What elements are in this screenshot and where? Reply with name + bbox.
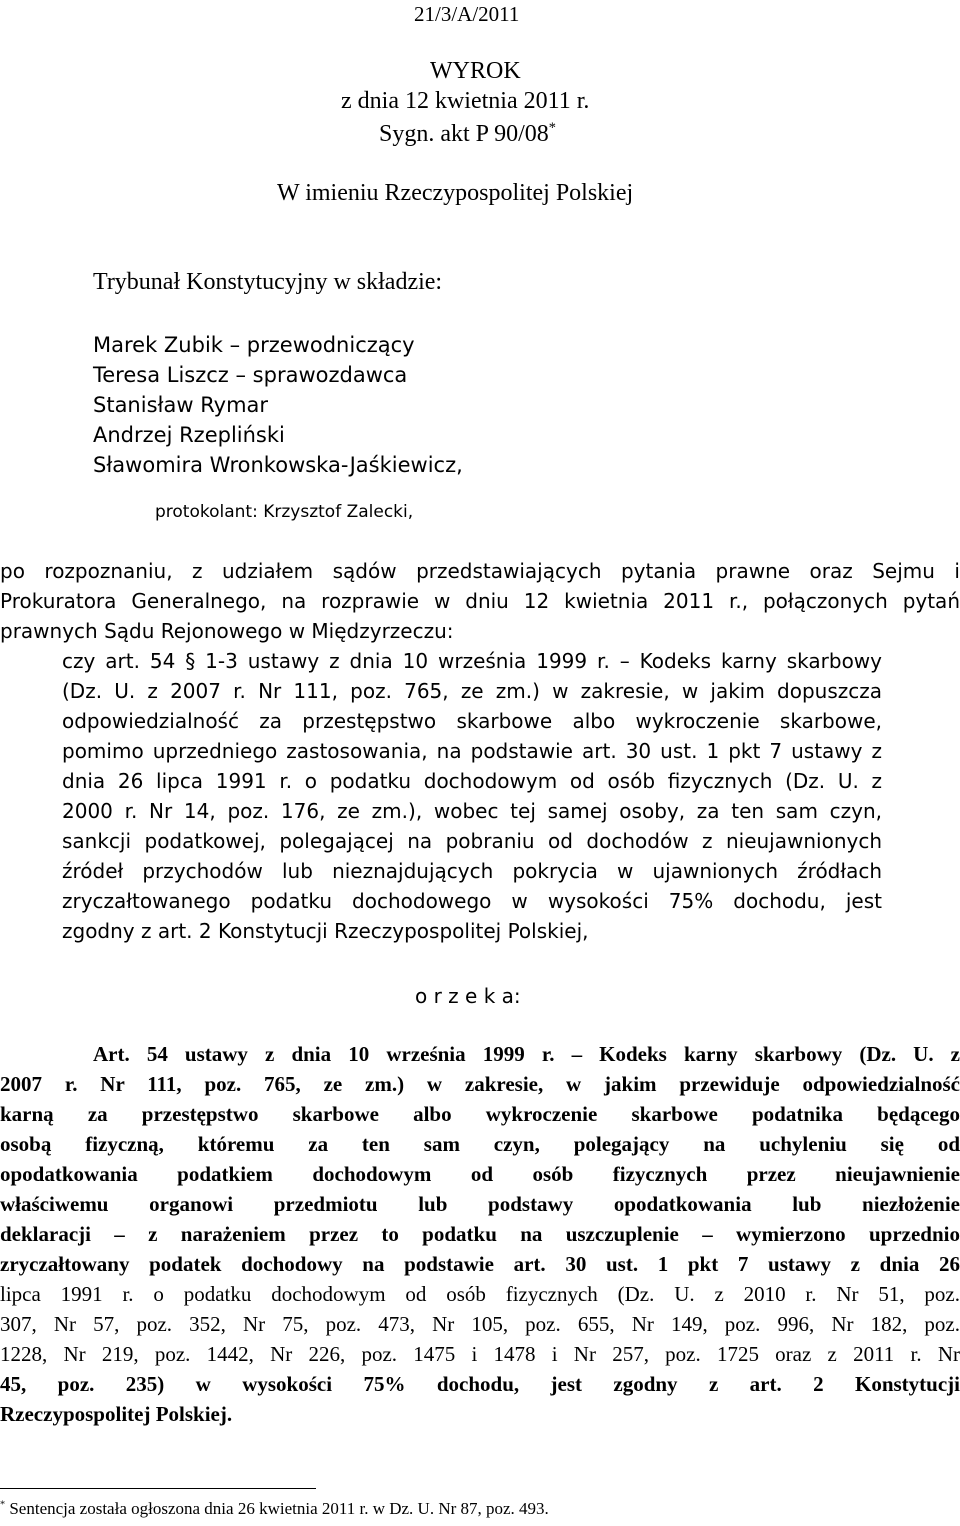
invocation: W imieniu Rzeczypospolitej Polskiej — [277, 180, 634, 206]
footnote-mark: * — [0, 1499, 6, 1511]
footnote-divider — [0, 1488, 316, 1489]
panel-member: Teresa Liszcz – sprawozdawca — [93, 363, 408, 387]
question-line: zryczałtowanego podatku dochodowego w wysokości 75% dochodu, jest — [62, 889, 882, 913]
question-line: zgodny z art. 2 Konstytucji Rzeczypospolitej Polskiej, — [62, 919, 589, 943]
footnote-text: Sentencja została ogłoszona dnia 26 kwietnia 2011 r. w Dz. U. Nr 87, poz. 493. — [9, 1499, 549, 1518]
question-line: (Dz. U. z 2007 r. Nr 111, poz. 765, ze zm.) w zakresie, w jakim dopuszcza — [62, 679, 882, 703]
ruling-line — [0, 1039, 960, 1069]
question-line: pomimo uprzedniego zastosowania, na podstawie art. 30 ust. 1 pkt 7 ustawy z — [62, 739, 882, 763]
intro-line: prawnych Sądu Rejonowego w Międzyrzeczu: — [0, 619, 454, 643]
ruling-text: Art. 54 ustawy z dnia 10 września 1999 r. – Kodeks karny skarbowy (Dz. U. z — [93, 1042, 960, 1066]
ruling-line: karną za przestępstwo skarbowe albo wykroczenie skarbowe podatnika będącego — [0, 1102, 960, 1126]
docket-number — [379, 120, 556, 148]
ref-code: 21/3/A/2011 — [414, 2, 520, 26]
ruling-line: Rzeczypospolitej Polskiej. — [0, 1402, 233, 1426]
ruling-heading: o r z e k a: — [415, 984, 521, 1008]
ruling-paragraph — [0, 1039, 960, 1429]
panel-member: Andrzej Rzepliński — [93, 423, 285, 447]
ruling-line: zryczałtowany podatek dochodowy na podstawie art. 30 ust. 1 pkt 7 ustawy z dnia 26 — [0, 1252, 960, 1276]
ruling-line: osobą fizyczną, któremu za ten sam czyn, polegający na uchyleniu się od — [0, 1132, 960, 1156]
ruling-line: lipca 1991 r. o podatku dochodowym od osób fizycznych (Dz. U. z 2010 r. Nr 51, poz. — [0, 1282, 960, 1306]
legal-question — [62, 646, 882, 946]
footnote — [0, 1499, 549, 1519]
question-line: 2000 r. Nr 14, poz. 176, ze zm.), wobec tej samej osoby, za ten sam czyn, — [62, 799, 882, 823]
ruling-line: opodatkowania podatkiem dochodowym od osób fizycznych przez nieujawnienie — [0, 1162, 960, 1186]
intro-paragraph — [0, 556, 960, 646]
panel-member: Marek Zubik – przewodniczący — [93, 333, 415, 357]
doc-title: WYROK — [430, 58, 521, 84]
doc-date: z dnia 12 kwietnia 2011 r. — [341, 88, 590, 114]
ruling-line: 1228, Nr 219, poz. 1442, Nr 226, poz. 1475 i 1478 i Nr 257, poz. 1725 oraz z 2011 r. Nr — [0, 1342, 960, 1366]
intro-line: po rozpoznaniu, z udziałem sądów przedstawiających pytania prawne oraz Sejmu i — [0, 559, 960, 583]
question-line: sankcji podatkowej, polegającej na pobraniu od dochodów z nieujawnionych — [62, 829, 882, 853]
question-line: czy art. 54 § 1-3 ustawy z dnia 10 września 1999 r. – Kodeks karny skarbowy — [62, 649, 882, 673]
panel-members — [93, 330, 463, 480]
question-line: odpowiedzialność za przestępstwo skarbowe albo wykroczenie skarbowe, — [62, 709, 882, 733]
ruling-line: deklaracji – z narażeniem przez to podatku na uszczuplenie – wymierzono uprzednio — [0, 1222, 960, 1246]
ruling-line: 45, poz. 235) w wysokości 75% dochodu, jest zgodny z art. 2 Konstytucji — [0, 1372, 960, 1396]
question-line: dnia 26 lipca 1991 r. o podatku dochodowym od osób fizycznych (Dz. U. z — [62, 769, 882, 793]
footnote-ref-mark: * — [548, 120, 556, 136]
intro-line: Prokuratora Generalnego, na rozprawie w dniu 12 kwietnia 2011 r., połączonych pytań — [0, 589, 960, 613]
clerk: protokolant: Krzysztof Zalecki, — [155, 502, 414, 522]
question-line: źródeł przychodów lub nieznajdujących pokrycia w ujawnionych źródłach — [62, 859, 882, 883]
panel-member: Sławomira Wronkowska-Jaśkiewicz, — [93, 453, 463, 477]
ruling-line: właściwemu organowi przedmiotu lub podstawy opodatkowania lub niezłożenie — [0, 1192, 960, 1216]
panel-heading: Trybunał Konstytucyjny w składzie: — [93, 269, 443, 295]
ruling-line: 2007 r. Nr 111, poz. 765, ze zm.) w zakresie, w jakim przewiduje odpowiedzialność — [0, 1072, 960, 1096]
ruling-line: 307, Nr 57, poz. 352, Nr 75, poz. 473, Nr 105, poz. 655, Nr 149, poz. 996, Nr 182, poz. — [0, 1312, 960, 1336]
panel-member: Stanisław Rymar — [93, 393, 269, 417]
docket-prefix: Sygn. akt P 90/08 — [379, 121, 549, 147]
